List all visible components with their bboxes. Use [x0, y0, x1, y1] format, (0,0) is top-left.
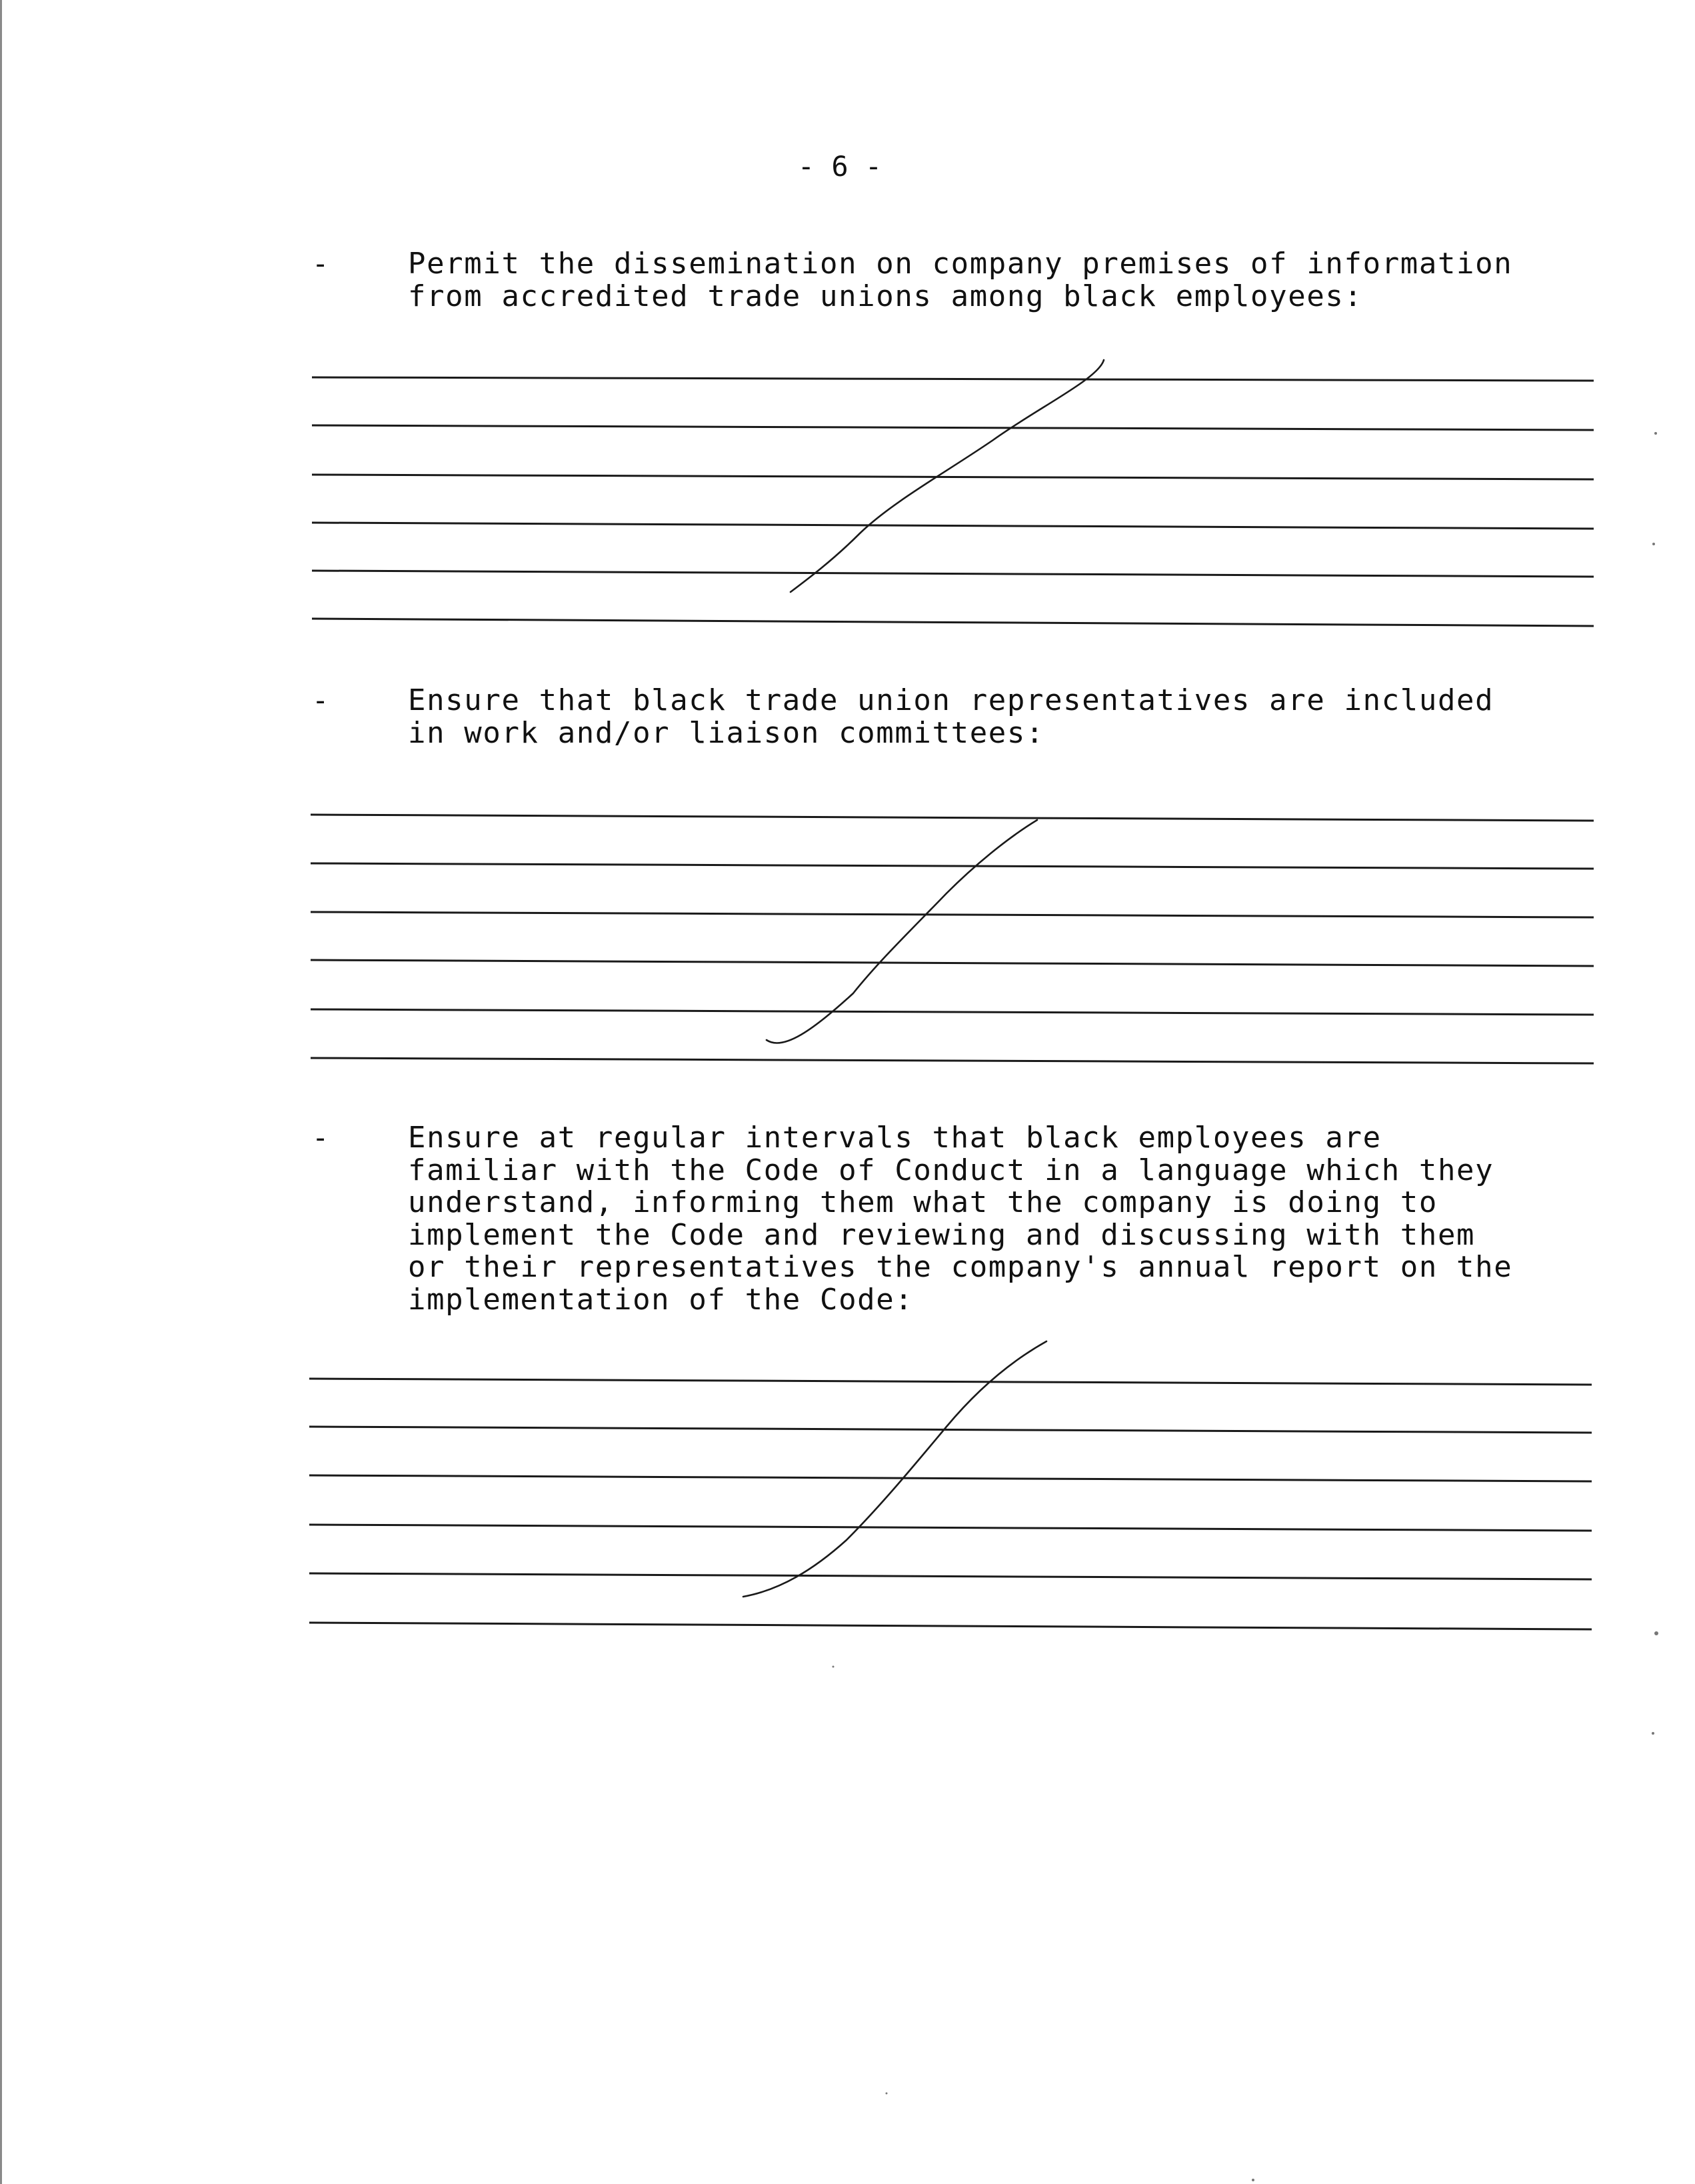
answer-line[interactable]	[312, 377, 1594, 381]
scan-speck	[1652, 543, 1655, 545]
item-1-text: Permit the dissemination on company premises of information from accredited trade unions among black employees:	[408, 247, 1513, 313]
answer-line[interactable]	[311, 815, 1594, 821]
item-2-text: Ensure that black trade union representatives are included in work and/or liaison committees:	[408, 683, 1494, 750]
answer-line[interactable]	[312, 571, 1594, 577]
answer-line[interactable]	[309, 1427, 1592, 1433]
answer-line[interactable]	[311, 960, 1594, 966]
answer-line[interactable]	[311, 1009, 1594, 1015]
answer-line[interactable]	[312, 425, 1594, 430]
strike-through-mark-1	[791, 360, 1104, 592]
answer-line[interactable]	[311, 1058, 1594, 1063]
scan-speck	[1654, 1631, 1658, 1635]
answer-line[interactable]	[311, 863, 1594, 869]
item-1-bullet: -	[312, 247, 329, 280]
answer-line[interactable]	[311, 912, 1594, 917]
strike-through-mark-3	[743, 1341, 1046, 1597]
scan-speck	[886, 2093, 888, 2095]
answer-line[interactable]	[309, 1623, 1592, 1629]
scan-speck	[1652, 1732, 1654, 1735]
scan-speck	[833, 1666, 835, 1668]
answer-line[interactable]	[309, 1379, 1592, 1385]
answer-line[interactable]	[312, 619, 1594, 626]
item-2-bullet: -	[312, 684, 329, 717]
answer-line[interactable]	[312, 475, 1594, 479]
page-edge	[0, 0, 2, 2184]
answer-line[interactable]	[309, 1573, 1592, 1579]
item-3-bullet: -	[312, 1121, 329, 1154]
scan-speck	[1252, 2179, 1254, 2181]
answer-line[interactable]	[309, 1525, 1592, 1531]
answer-line[interactable]	[312, 523, 1594, 529]
page-number: - 6 -	[797, 150, 882, 183]
item-3-text: Ensure at regular intervals that black employees are familiar with the Code of Conduct in a language which they understand, informing them what the company is doing to implement the Code and reviewing and discussing with them or their representatives the company's annual report on the implementation of the Code:	[408, 1121, 1513, 1317]
strike-through-mark-2	[767, 820, 1037, 1043]
scan-speck	[1654, 432, 1657, 435]
answer-line[interactable]	[309, 1475, 1592, 1481]
